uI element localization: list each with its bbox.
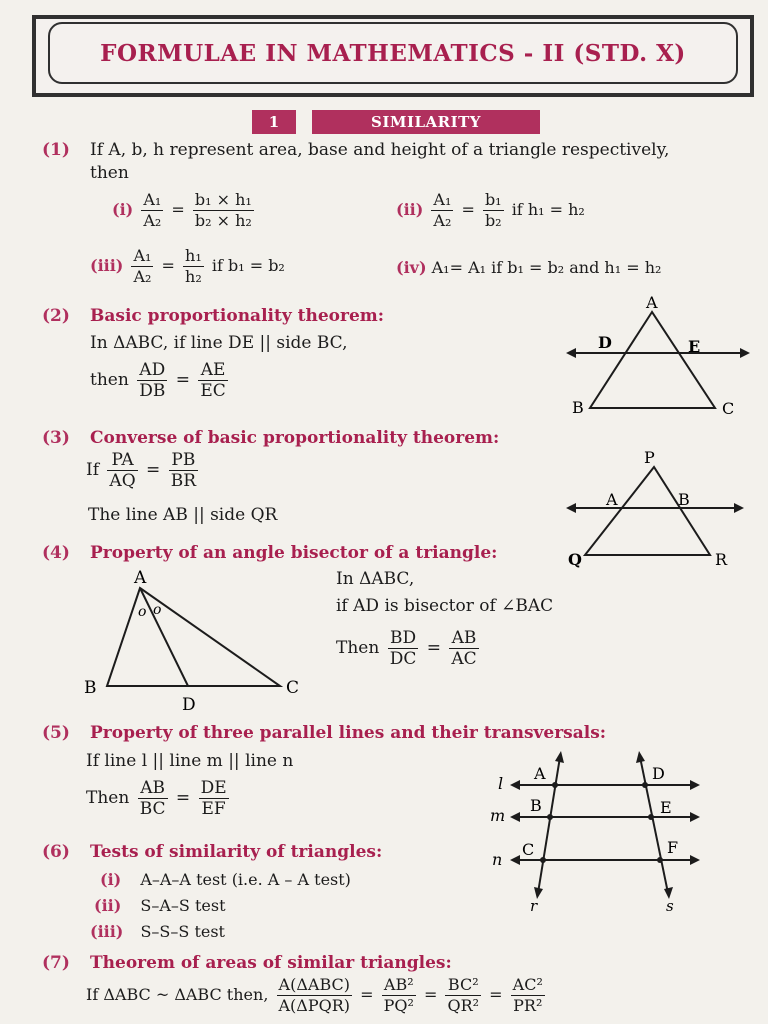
frac-numerator: DE [200, 778, 227, 798]
vertex-label: D [598, 333, 612, 352]
frac-denominator: BC [139, 799, 166, 819]
item-label: (ii) [396, 200, 424, 219]
formula-prefix: If ΔABC ~ ΔABC then, [86, 985, 269, 1004]
line-label: n [492, 850, 503, 869]
formula-condition: if h₁ = h₂ [511, 200, 585, 219]
frac-denominator: A(ΔPQR) [278, 996, 351, 1015]
formula-1-ii: (ii) $\frac{\text{A₁}}{\text{A₂}}$ = $\frac{\text{b₁}}{\text{b₂}}$ if h₁ = h₂ [396, 190, 585, 230]
section-5-text: If line l || line m || line n [86, 751, 294, 771]
section-2-heading: Basic proportionality theorem: [90, 306, 385, 326]
frac-denominator: A₂ [433, 211, 452, 230]
frac-denominator: AC [451, 649, 477, 669]
line-label: l [498, 774, 504, 793]
transversal-label: s [666, 897, 674, 915]
frac-numerator: A₁ [433, 190, 452, 209]
item-label: (iv) [396, 258, 427, 277]
item-text: S–A–S test [140, 896, 226, 915]
section-2-number: (2) [42, 306, 70, 326]
section-1-text: If A, b, h represent area, base and height of a triangle respectively, [90, 140, 670, 160]
then-label: Then [336, 638, 380, 658]
section-4-text-2: if AD is bisector of ∠BAC [336, 596, 554, 616]
frac-numerator: PB [169, 450, 198, 471]
frac-numerator: b₁ [484, 190, 502, 209]
formula-text: A₁= A₁ if b₁ = b₂ and h₁ = h₂ [431, 258, 662, 277]
section-4-heading: Property of an angle bisector of a triangle: [90, 543, 498, 563]
frac-denominator: AQ [109, 471, 136, 491]
frac-denominator: QR² [447, 996, 480, 1015]
if-label: If [86, 460, 100, 480]
section-3-text: The line AB || side QR [88, 505, 278, 525]
chapter-title: SIMILARITY [312, 110, 540, 134]
frac-denominator: EF [201, 799, 226, 819]
vertex-label: B [678, 490, 690, 509]
vertex-label: A [606, 490, 618, 509]
section-7-number: (7) [42, 953, 70, 973]
section-5-formula: Then $\frac{AB}{BC}$ = $\frac{DE}{EF}$ [86, 778, 227, 819]
point-label: B [530, 796, 542, 815]
vertex-label: E [688, 337, 701, 356]
frac-numerator: BD [388, 628, 419, 649]
formula-1-iii: (iii) $\frac{\text{A₁}}{\text{A₂}}$ = $\frac{\text{h₁}}{\text{h₂}}$ if b₁ = b₂ [90, 246, 285, 286]
similarity-test-1 [100, 870, 351, 889]
vertex-label: B [572, 398, 584, 417]
frac-numerator: h₁ [185, 246, 202, 265]
frac-numerator: BC² [445, 975, 481, 996]
item-text: S–S–S test [140, 922, 225, 941]
vertex-label: C [722, 399, 735, 418]
section-6-number: (6) [42, 842, 70, 862]
figure-converse-triangle [560, 445, 760, 575]
section-2-formula: then $\frac{AD}{DB}$ = $\frac{AE}{EC}$ [90, 360, 226, 401]
figure-bpt-triangle [560, 290, 760, 420]
formula-1-iv [396, 258, 661, 277]
vertex-label: A [646, 293, 658, 312]
vertex-label: C [286, 678, 300, 698]
section-3-heading: Converse of basic proportionality theorem: [90, 428, 500, 448]
section-7-formula: If ΔABC ~ ΔABC then, $\frac{\text{A(ΔABC)}}{\text{A(ΔPQR)}}$ = $\frac{\text{AB²}}{\text{PQ²}}$ = $\frac{\text{BC²}}{\text{QR²}}$ = $\frac{\text{AC²}}{\text{PR²}}$ [86, 975, 543, 1015]
section-4-text-1: In ΔABC, [336, 569, 415, 589]
section-1-then: then [90, 163, 129, 183]
formula-1-i: (i) $\frac{\text{A₁}}{\text{A₂}}$ = $\frac{\text{b₁ × h₁}}{\text{b₂ × h₂}}$ [112, 190, 252, 230]
item-label: (ii) [94, 896, 122, 915]
frac-denominator: b₂ [484, 211, 502, 230]
frac-numerator: AE [198, 360, 227, 381]
frac-numerator: AB [138, 778, 168, 799]
section-5-number: (5) [42, 723, 70, 743]
section-3-number: (3) [42, 428, 70, 448]
frac-numerator: AD [137, 360, 167, 381]
frac-numerator: AC² [512, 975, 543, 994]
then-label: then [90, 370, 129, 390]
vertex-label: A [134, 568, 147, 588]
point-label: F [667, 838, 679, 857]
item-label: (i) [100, 870, 122, 889]
frac-numerator: AB² [382, 975, 416, 996]
angle-mark: o [138, 604, 147, 620]
item-label: (i) [112, 200, 134, 219]
frac-numerator: AB [449, 628, 478, 649]
frac-denominator: PQ² [383, 996, 414, 1015]
frac-denominator: A₂ [143, 211, 162, 230]
point-label: E [660, 798, 672, 817]
frac-denominator: b₂ × h₂ [194, 211, 252, 230]
vertex-label: D [182, 695, 196, 715]
section-4-formula: Then $\frac{BD}{DC}$ = $\frac{AB}{AC}$ [336, 628, 477, 669]
section-5-heading: Property of three parallel lines and their transversals: [90, 723, 607, 743]
section-7-heading: Theorem of areas of similar triangles: [90, 953, 452, 973]
page-title: FORMULAE IN MATHEMATICS - II (STD. X) [100, 40, 686, 67]
section-6-heading: Tests of similarity of triangles: [90, 842, 383, 862]
angle-mark: o [153, 602, 162, 618]
frac-denominator: DB [139, 381, 166, 401]
frac-denominator: PR² [513, 996, 543, 1015]
vertex-label: P [644, 448, 655, 467]
section-3-formula: If $\frac{PA}{AQ}$ = $\frac{PB}{BR}$ [86, 450, 196, 491]
section-2-text: In ΔABC, if line DE || side BC, [90, 333, 348, 353]
frac-denominator: DC [389, 649, 417, 669]
vertex-label: B [84, 678, 97, 698]
item-label: (iii) [90, 256, 124, 275]
formula-condition: if b₁ = b₂ [211, 256, 285, 275]
figure-angle-bisector [80, 562, 310, 720]
point-label: C [522, 840, 535, 859]
chapter-number: 1 [252, 110, 296, 134]
frac-denominator: A₂ [133, 267, 152, 286]
frac-numerator: PA [107, 450, 137, 471]
point-label: A [534, 764, 546, 783]
frac-numerator: A(ΔABC) [277, 975, 353, 996]
item-text: A–A–A test (i.e. A – A test) [140, 870, 351, 889]
point-label: D [652, 764, 665, 783]
frac-numerator: A₁ [133, 246, 152, 265]
figure-parallel-lines [490, 745, 710, 915]
item-label: (iii) [90, 922, 124, 941]
then-label: Then [86, 788, 130, 808]
section-4-number: (4) [42, 543, 70, 563]
vertex-label: R [715, 550, 728, 569]
section-1-number: (1) [42, 140, 70, 160]
frac-denominator: BR [170, 471, 196, 491]
vertex-label: Q [568, 550, 582, 569]
frac-denominator: EC [200, 381, 226, 401]
transversal-label: r [530, 897, 538, 915]
similarity-test-2 [94, 896, 226, 915]
frac-numerator: b₁ × h₁ [194, 190, 252, 209]
frac-denominator: h₂ [185, 267, 202, 286]
similarity-test-3 [90, 922, 225, 941]
frac-numerator: A₁ [143, 190, 162, 209]
line-label: m [490, 806, 506, 825]
